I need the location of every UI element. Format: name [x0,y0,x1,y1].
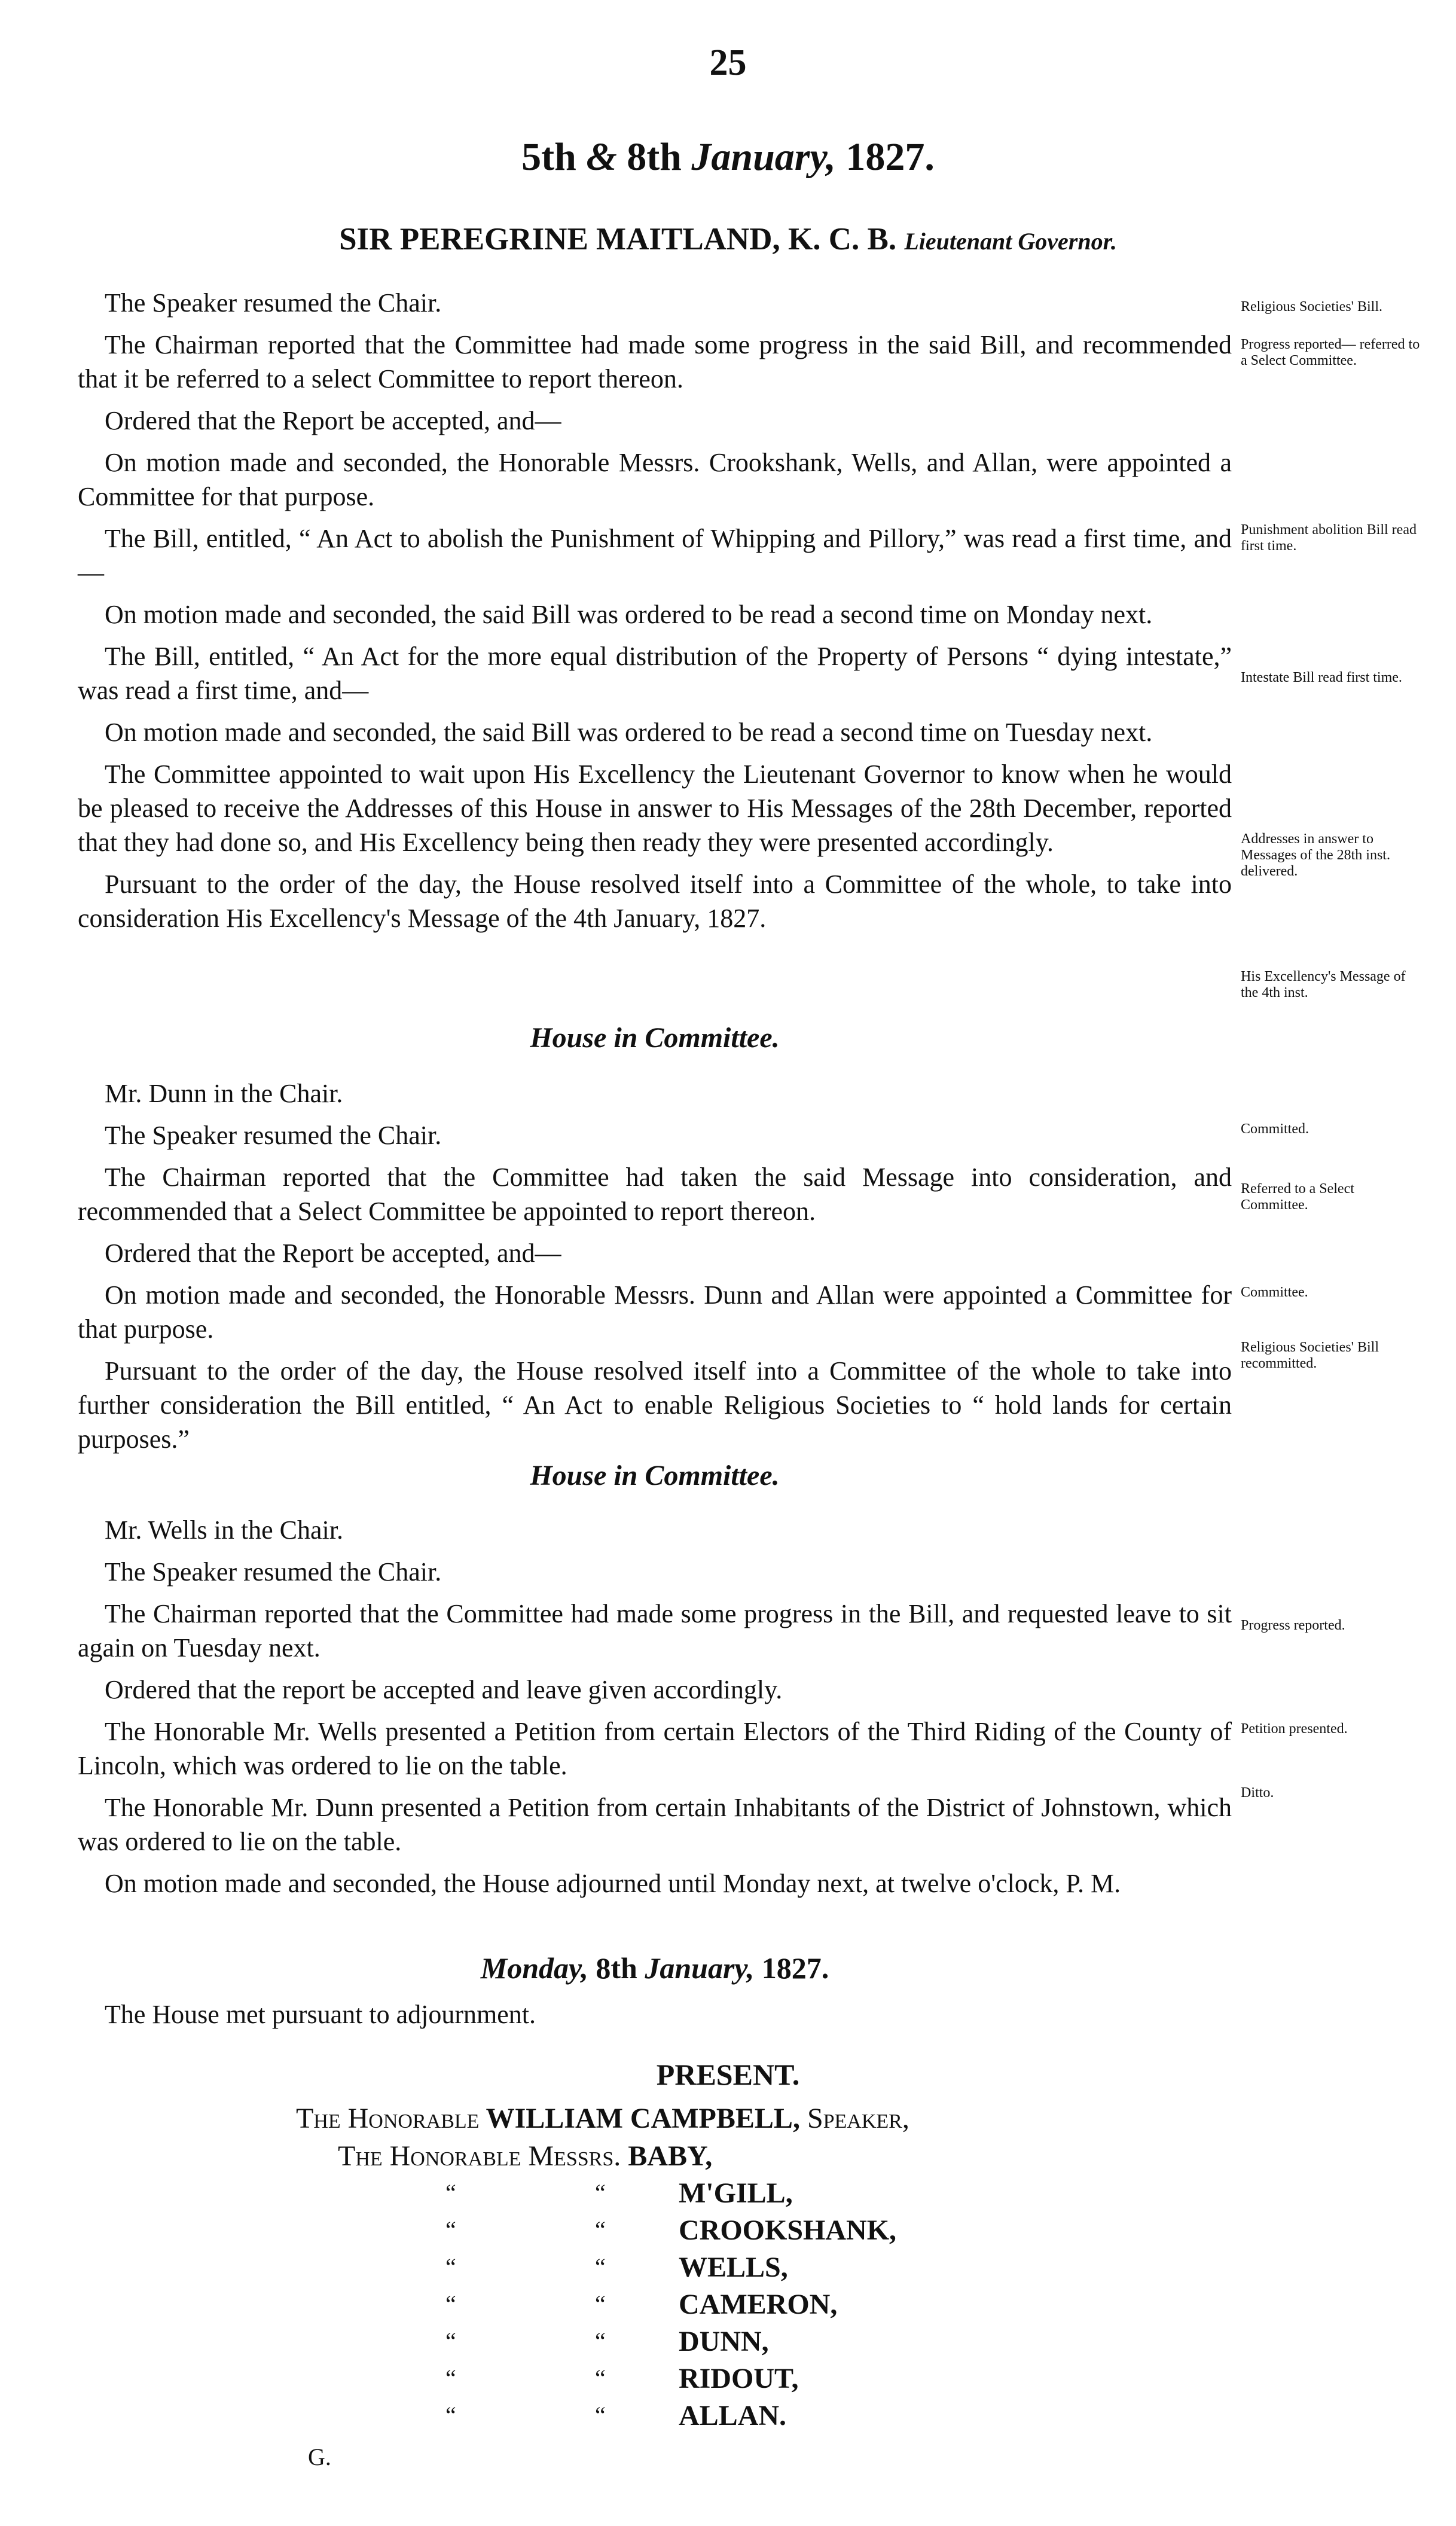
paragraph: The Chairman reported that the Committee had made some progress in the said Bill, and recommended that it be referred to a select Committee to report thereon. [78,330,1232,393]
speaker-line [296,2102,909,2135]
marginal-note: Committed. [1241,1121,1309,1137]
date-heading-amp: & [586,135,617,179]
monday-heading [78,1951,1232,1985]
paragraph: Ordered that the Report be accepted, and— [105,1238,561,1268]
marginal-note: Ditto. [1241,1785,1274,1801]
ditto-mark: “ [445,2365,456,2391]
date-heading [0,135,1456,180]
ditto-mark: “ [445,2179,456,2206]
paragraph: Pursuant to the order of the day, the House resolved itself into a Committee of the whole to take into further consideration the Bill entitled, “ An Act to enable Religious Societies to “ hold lands for certain purposes.” [78,1356,1232,1454]
paragraph: Mr. Wells in the Chair. [105,1515,343,1545]
messrs-line [338,2140,712,2173]
member-name: ALLAN. [679,2400,787,2432]
ditto-mark: “ [595,2290,606,2317]
ditto-mark: “ [445,2253,456,2280]
proceedings-block-2 [78,1076,1232,1464]
ditto-mark: “ [445,2216,456,2243]
section-heading-2: House in Committee. [530,1460,780,1491]
member-name: RIDOUT, [679,2363,799,2394]
date-heading-month: January, [691,135,836,179]
paragraph: On motion made and seconded, the said Bill was ordered to be read a second time on Monday next. [105,600,1153,629]
member-name: M'GILL, [679,2177,793,2209]
ditto-mark: “ [445,2290,456,2317]
marginal-note: Religious Societies' Bill. [1241,299,1382,315]
proceedings-block-3 [78,1513,1232,1908]
paragraph: On motion made and seconded, the House adjourned until Monday next, at twelve o'clock, P. M. [105,1869,1121,1898]
monday-date: 8th [596,1951,637,1985]
paragraph: The Bill, entitled, “ An Act for the more equal distribution of the Property of Persons “ dying intestate,” was read a first time, and— [78,642,1232,705]
monday-month: January, [645,1951,755,1985]
ditto-mark: “ [595,2253,606,2280]
speaker-title: Speaker, [807,2103,909,2134]
ditto-mark: “ [595,2216,606,2243]
ditto-mark: “ [595,2179,606,2206]
paragraph: The Bill, entitled, “ An Act to abolish the Punishment of Whipping and Pillory,” was read a first time, and— [78,524,1232,587]
marginal-note: Religious Societies' Bill recommitted. [1241,1340,1379,1371]
paragraph: Mr. Dunn in the Chair. [105,1079,343,1108]
ditto-mark: “ [595,2327,606,2354]
marginal-note: His Excellency's Message of the 4th inst. [1241,969,1406,1000]
governor-name: SIR PEREGRINE MAITLAND, K. C. B. [339,222,897,257]
ditto-mark: “ [595,2402,606,2429]
ditto-mark: “ [445,2327,456,2354]
member-name: CAMERON, [679,2289,838,2320]
date-heading-year: 1827. [845,135,935,179]
paragraph: On motion made and seconded, the said Bill was ordered to be read a second time on Tuesday next. [105,718,1153,747]
section-heading-1: House in Committee. [530,1022,780,1054]
governor-title: Lieutenant Governor. [904,228,1117,255]
marginal-note: Progress reported. [1241,1618,1345,1633]
messrs-prefix: The Honorable Messrs. [338,2140,621,2172]
met-text: The House met pursuant to adjournment. [105,2000,536,2029]
marginal-note: Committee. [1241,1285,1308,1300]
speaker-prefix: The Honorable [296,2103,480,2134]
present-heading: PRESENT. [656,2058,800,2091]
date-heading-b: 8th [627,135,682,179]
marginal-note: Petition presented. [1241,1721,1348,1737]
paragraph: Ordered that the Report be accepted, and— [105,406,561,435]
marginal-note: Addresses in answer to Messages of the 28th inst. delivered. [1241,831,1390,879]
paragraph: The Honorable Mr. Dunn presented a Petition from certain Inhabitants of the District of Johnstown, which was ordered to lie on the table. [78,1793,1232,1856]
marginal-note: Referred to a Select Committee. [1241,1181,1354,1213]
paragraph: The Honorable Mr. Wells presented a Petition from certain Electors of the Third Riding of the County of Lincoln, which was ordered to lie on the table. [78,1717,1232,1780]
paragraph: On motion made and seconded, the Honorable Messrs. Dunn and Allan were appointed a Committee for that purpose. [78,1280,1232,1344]
monday-day: Monday, [480,1951,588,1985]
marginal-note: Punishment abolition Bill read first time. [1241,522,1417,554]
paragraph: On motion made and seconded, the Honorable Messrs. Crookshank, Wells, and Allan, were appointed a Committee for that purpose. [78,448,1232,511]
page-number: 25 [709,42,747,83]
proceedings-block-1 [78,286,1232,943]
paragraph: The Speaker resumed the Chair. [105,1121,442,1150]
paragraph: The Committee appointed to wait upon His Excellency the Lieutenant Governor to know when he would be pleased to receive the Addresses of this House in answer to His Messages of the 28th December, reported that they had done so, and His Excellency being then ready they were presented accordingly. [78,759,1232,857]
met-block [78,1997,1232,2039]
paragraph: The Speaker resumed the Chair. [105,288,442,318]
monday-year: 1827. [761,1951,829,1985]
signature-mark: G. [308,2443,331,2470]
paragraph: Ordered that the report be accepted and leave given accordingly. [105,1675,783,1704]
ditto-mark: “ [595,2365,606,2391]
paragraph: Pursuant to the order of the day, the House resolved itself into a Committee of the whole, to take into consideration His Excellency's Message of the 4th January, 1827. [78,870,1232,933]
ditto-mark: “ [445,2402,456,2429]
paragraph: The Chairman reported that the Committee had made some progress in the Bill, and requested leave to sit again on Tuesday next. [78,1599,1232,1662]
speaker-name: WILLIAM CAMPBELL, [486,2103,800,2134]
member-name: WELLS, [679,2252,788,2283]
member-name: DUNN, [679,2326,769,2357]
date-heading-a: 5th [521,135,576,179]
paragraph: The Speaker resumed the Chair. [105,1557,442,1587]
marginal-note: Intestate Bill read first time. [1241,670,1402,685]
member-name: BABY, [628,2140,713,2172]
member-name: CROOKSHANK, [679,2214,897,2246]
marginal-note: Progress reported— referred to a Select Committee. [1241,337,1420,368]
paragraph: The Chairman reported that the Committee had taken the said Message into consideration, and recommended that a Select Committee be appointed to report thereon. [78,1163,1232,1226]
governor-line [0,221,1456,257]
